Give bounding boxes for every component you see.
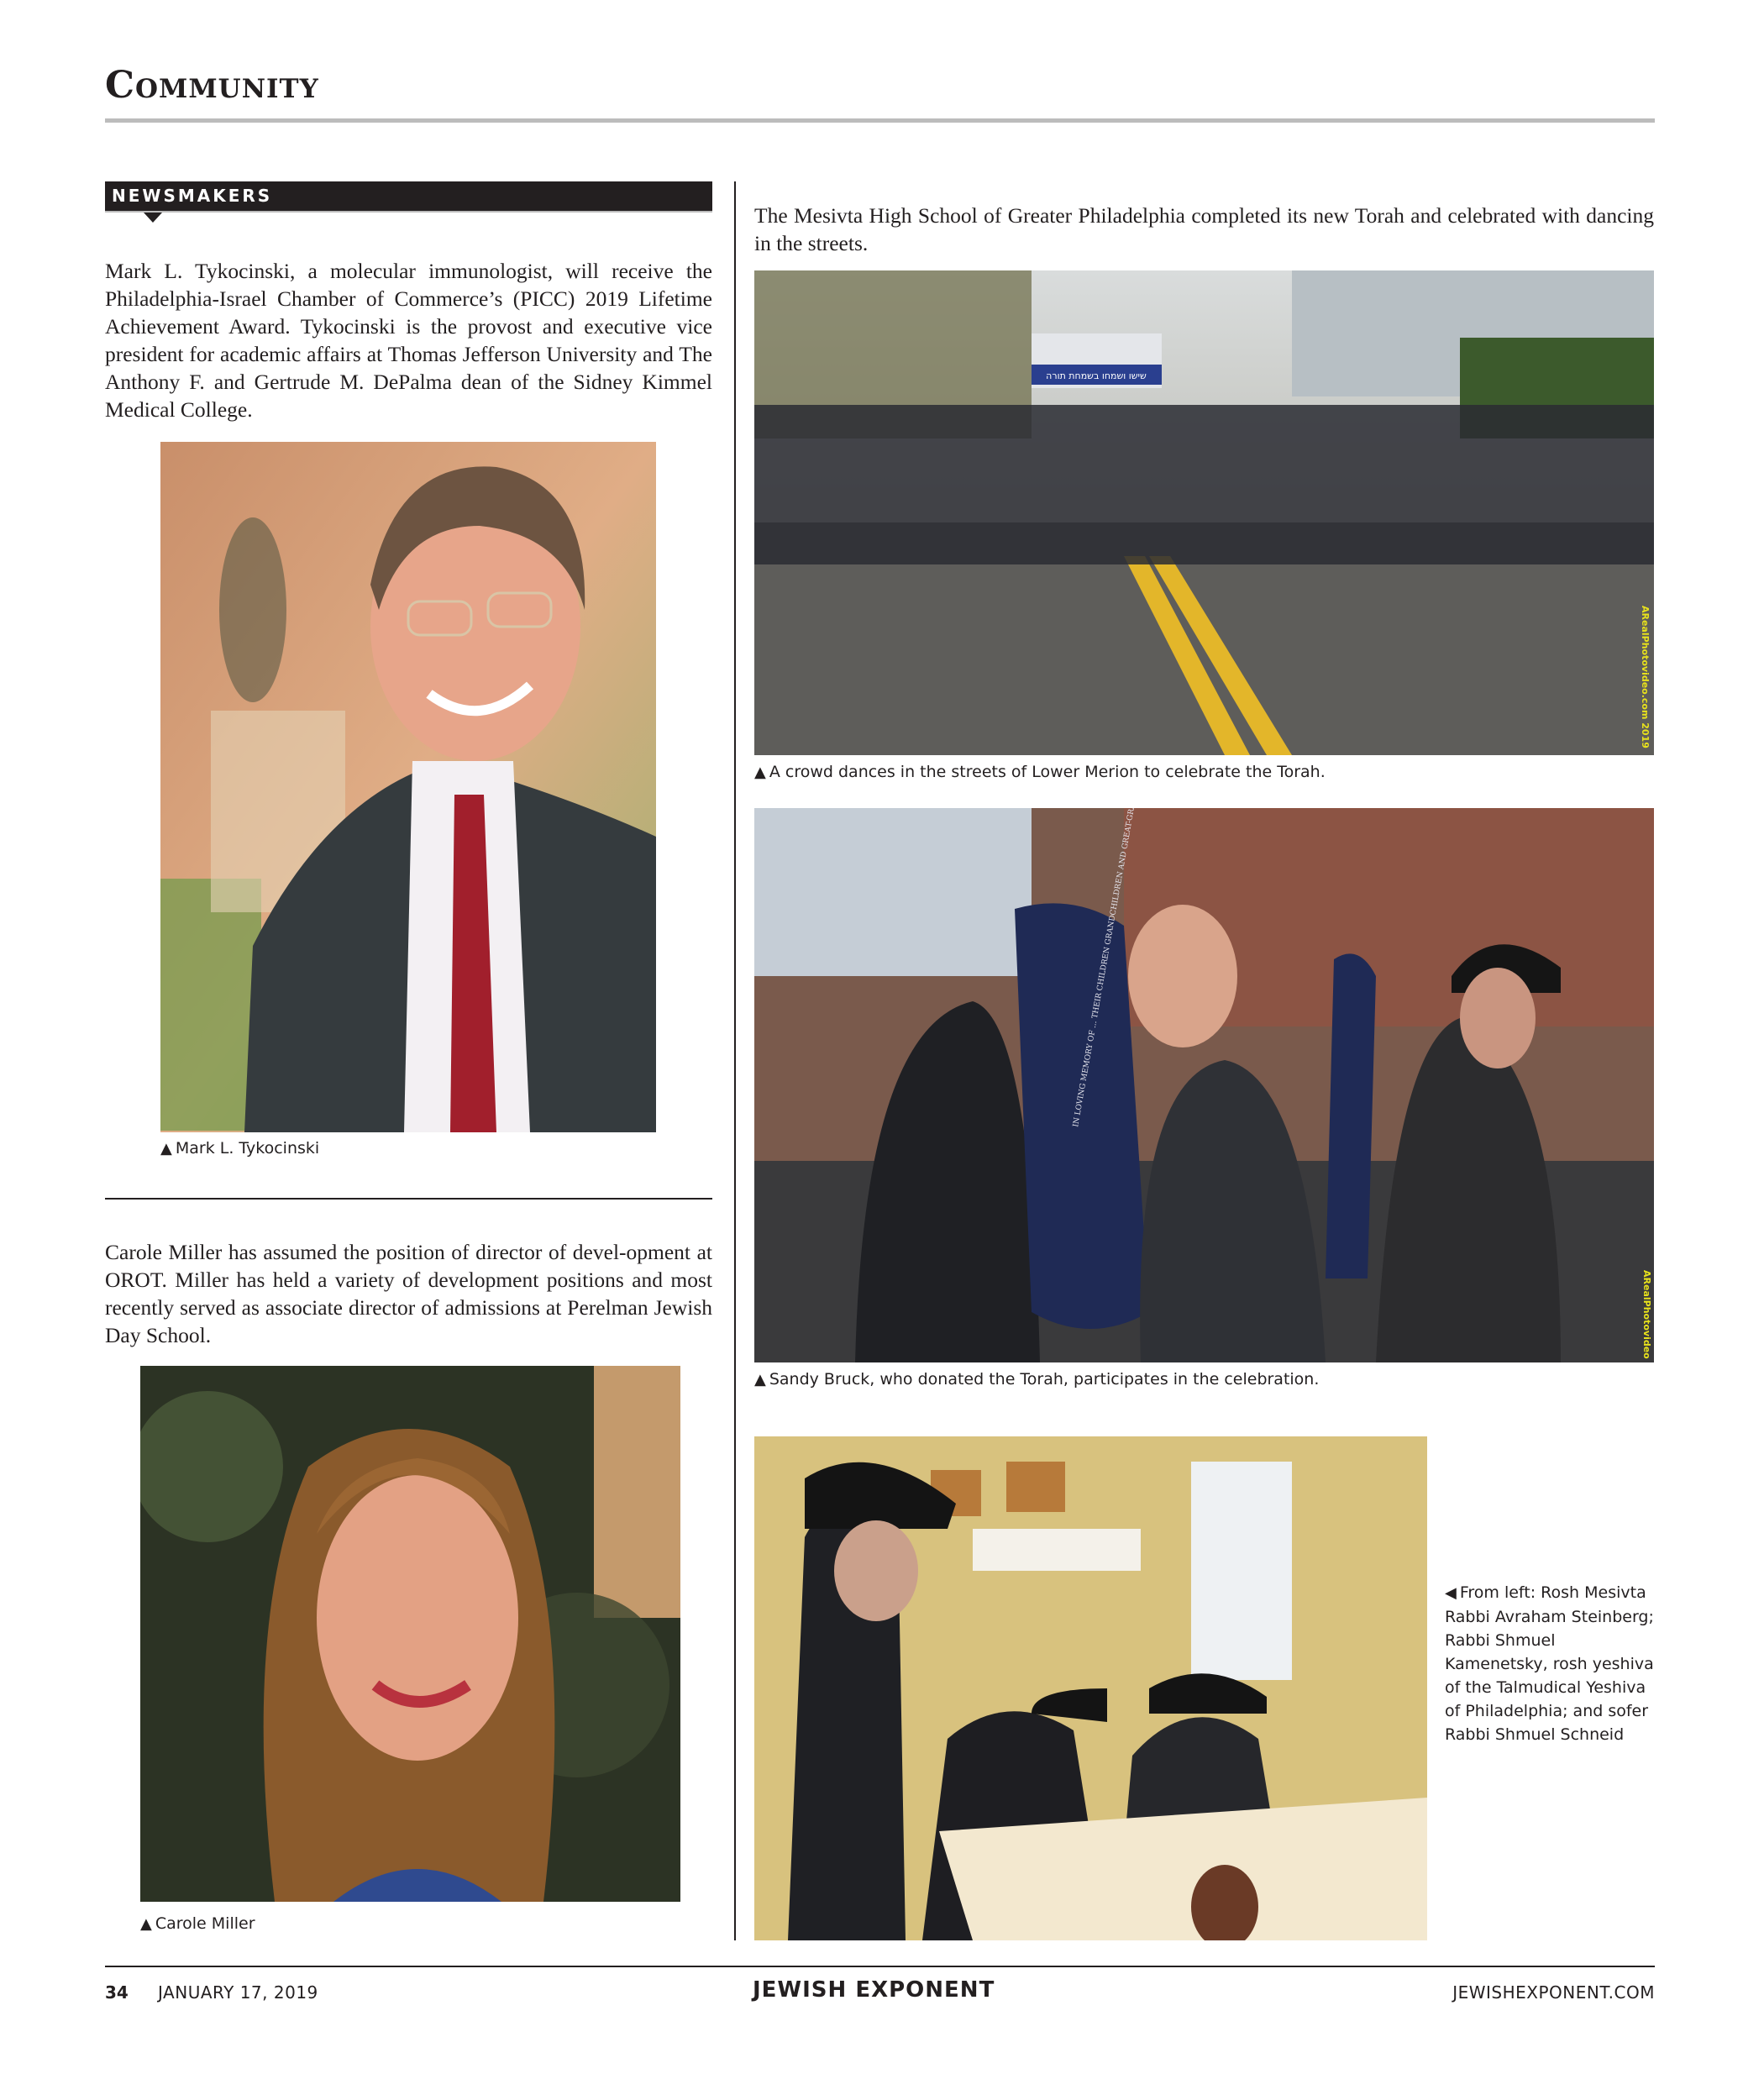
story-separator xyxy=(105,1198,712,1200)
caption-left-arrow-icon: ◀ xyxy=(1445,1584,1457,1602)
caption-sandy-bruck xyxy=(754,1368,1319,1392)
newsmakers-label-text: NEWSMAKERS xyxy=(112,186,273,206)
photo-carole-miller xyxy=(140,1366,680,1902)
caption-text: Sandy Bruck, who donated the Torah, participates in the celebration. xyxy=(769,1370,1320,1389)
portrait-image xyxy=(140,1366,680,1902)
photo-credit: ARealPhotovideo xyxy=(1641,1270,1652,1359)
newsmakers-label xyxy=(105,181,712,213)
story-miller-text: Carole Miller has assumed the position of director of devel-opment at OROT. Miller has held a variety of development positions and most recently served as associate director of admissions at Perelman Jewish Day School. xyxy=(105,1240,712,1347)
publication-name: JEWISH EXPONENT xyxy=(753,1977,995,2003)
mesivta-intro-text: The Mesivta High School of Greater Philadelphia completed its new Torah and celebrated with dancing in the streets. xyxy=(754,203,1654,255)
caption-up-arrow-icon: ▲ xyxy=(754,764,766,781)
website-link[interactable]: JEWISHEXPONENT.COM xyxy=(1452,1982,1655,2003)
section-rule xyxy=(105,118,1655,123)
photo-rabbis-writing-torah xyxy=(754,1436,1427,1940)
photo-mark-tykocinski xyxy=(160,442,656,1132)
caption-text: A crowd dances in the streets of Lower Merion to celebrate the Torah. xyxy=(769,763,1326,781)
caption-text: Mark L. Tykocinski xyxy=(175,1139,320,1158)
story-tykocinski-text: Mark L. Tykocinski, a molecular immunologist, will receive the Philadelphia-Israel Chamber of Commerce’s (PICC) 2019 Lifetime Achievement Award. Tykocinski is the provost and executive vice president for academic affairs at Thomas Jefferson University and The Anthony F. and Gertrude M. DePalma dean of the Sidney Kimmel Medical College. xyxy=(105,259,712,422)
mantle-text: IN LOVING MEMORY OF ... THEIR CHILDREN GRANDCHILDREN AND xyxy=(1072,850,1129,1128)
caption-mark-tykocinski xyxy=(160,1137,319,1161)
photo-credit: ARealPhotovideo.com 2019 xyxy=(1640,606,1651,748)
banner-hebrew-text: שישו ושמחו בשמחת תורה xyxy=(1046,370,1147,381)
caption-rabbis xyxy=(1445,1581,1655,1746)
caption-text: Carole Miller xyxy=(155,1914,255,1933)
caption-up-arrow-icon: ▲ xyxy=(754,1371,766,1389)
caption-up-arrow-icon: ▲ xyxy=(160,1140,172,1158)
caption-crowd xyxy=(754,760,1326,785)
photo-crowd-dancing xyxy=(754,270,1654,755)
photo-sandy-bruck xyxy=(754,808,1654,1362)
section-title: Community xyxy=(105,64,319,107)
crowd-image xyxy=(754,270,1654,755)
caption-carole-miller xyxy=(140,1912,255,1936)
caption-up-arrow-icon: ▲ xyxy=(140,1915,152,1933)
footer-rule xyxy=(105,1966,1655,1967)
page-number: 34 xyxy=(105,1982,129,2003)
column-divider xyxy=(734,181,736,1940)
caption-text: From left: Rosh Mesivta Rabbi Avraham Steinberg; Rabbi Shmuel Kamenetsky, rosh yeshiva of the Talmudical Yeshiva of Philadelphia; and sofer Rabbi Shmuel Schneid xyxy=(1445,1583,1654,1744)
newsmakers-pointer-icon xyxy=(144,213,162,223)
torah-procession-image xyxy=(754,808,1654,1362)
portrait-image xyxy=(160,442,656,1132)
scribe-image xyxy=(754,1436,1427,1940)
issue-date: JANUARY 17, 2019 xyxy=(158,1982,318,2003)
